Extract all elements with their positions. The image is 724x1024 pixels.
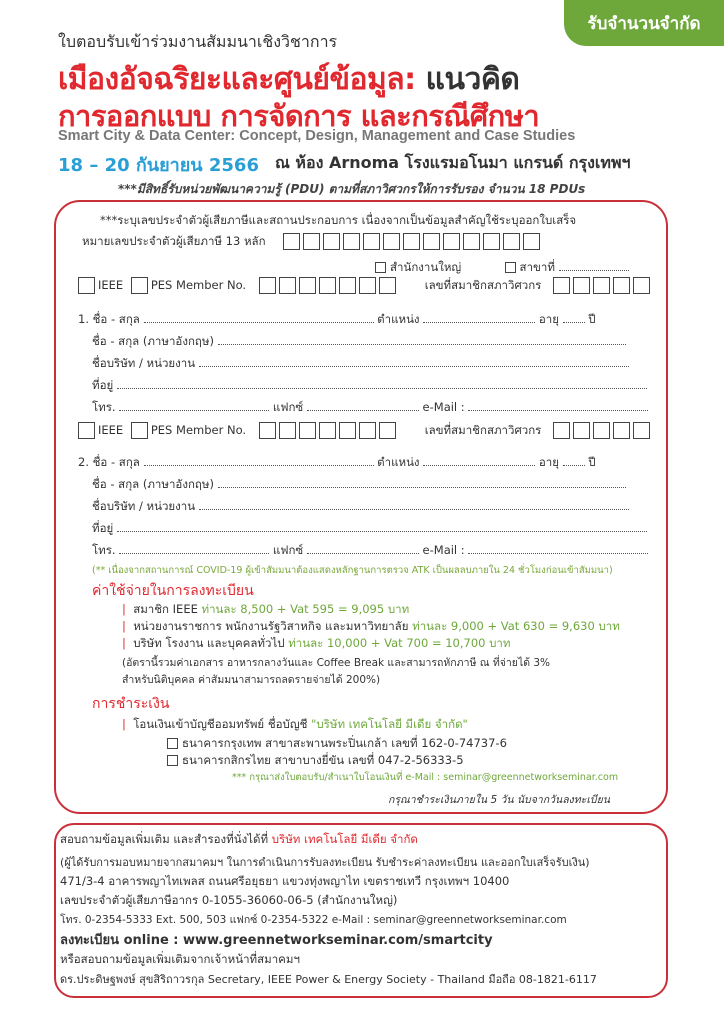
contact-line-1 [60, 831, 418, 849]
account-name: "บริษัท เทคโนโลยี มีเดีย จำกัด" [311, 717, 468, 731]
age-label: อายุ [538, 312, 559, 326]
online-registration-link[interactable]: ลงทะเบียน online : www.greennetworkseminar.com/smartcity [60, 933, 493, 948]
tel-label: โทร. [92, 400, 116, 414]
contact-line-7: หรือสอบถามข้อมูลเพิ่มเติมจากเจ้าหน้าที่สมาคมฯ [60, 952, 300, 966]
person1-company-row [92, 355, 629, 373]
fees-note-2: สำหรับนิติบุคคล ค่าสัมมนาสามารถลดรายจ่ายได้ 200%) [122, 674, 381, 686]
office-type-row [375, 259, 629, 277]
fee-item-1: | สมาชิก IEEE ท่านละ 8,500 + Vat 595 = 9,095 บาท [122, 602, 410, 616]
age-field[interactable] [563, 455, 585, 466]
pes-label: PES Member No. [150, 423, 247, 437]
pes-number-boxes-2[interactable] [259, 423, 399, 437]
company-label: ชื่อบริษัท / หน่วยงาน [92, 499, 196, 513]
pdu-note: ***มีสิทธิ์รับหน่วยพัฒนาความรู้ (PDU) ตามที่สภาวิศวกรให้การรับรอง จำนวน 18 PDUs [118, 182, 586, 196]
head-office-label: สำนักงานใหญ่ [390, 260, 462, 274]
person1-name-row [78, 311, 596, 329]
branch-checkbox[interactable] [505, 262, 516, 273]
send-note: *** กรุณาส่งใบตอบรับ/สำเนาใบโอนเงินที่ e-Mail : seminar@greennetworkseminar.com [232, 772, 619, 783]
ieee-label: IEEE [98, 278, 124, 292]
ieee-checkbox-2[interactable] [78, 422, 95, 439]
fee-price: ท่านละ 10,000 + Vat 700 = 10,700 บาท [288, 636, 511, 650]
title-english: Smart City & Data Center: Concept, Design, Management and Case Studies [58, 128, 576, 144]
age-field[interactable] [563, 312, 585, 323]
fees-title: ค่าใช้จ่ายในการลงทะเบียน [92, 583, 254, 599]
email-label: e-Mail : [422, 543, 465, 557]
fee-label: บริษัท โรงงาน และบุคคลทั่วไป [133, 636, 285, 650]
fee-item-3: | บริษัท โรงงาน และบุคคลทั่วไป ท่านละ 10,000 + Vat 700 = 10,700 บาท [122, 636, 511, 650]
name-en-field[interactable] [218, 334, 626, 345]
person2-name-en-row [92, 476, 626, 494]
age-label: อายุ [538, 455, 559, 469]
coe-number-boxes-2[interactable] [553, 423, 653, 437]
name-en-label: ชื่อ - สกุล (ภาษาอังกฤษ) [92, 477, 214, 491]
email-field[interactable] [468, 543, 648, 554]
address-field[interactable] [117, 378, 647, 389]
contact-tax-id: เลขประจำตัวผู้เสียภาษีอากร 0-1055-36060-06-5 (สำนักงานใหญ่) [60, 893, 398, 907]
pes-checkbox-1[interactable] [131, 277, 148, 294]
ieee-checkbox-1[interactable] [78, 277, 95, 294]
fee-label: หน่วยงานราชการ พนักงานรัฐวิสาหกิจ และมหาวิทยาลัย [133, 619, 409, 633]
coe-label: เลขที่สมาชิกสภาวิศวกร [424, 278, 542, 292]
payment-deadline: กรุณาชำระเงินภายใน 5 วัน นับจากวันลงทะเบียน [388, 794, 610, 806]
position-label: ตำแหน่ง [377, 455, 420, 469]
name-en-label: ชื่อ - สกุล (ภาษาอังกฤษ) [92, 334, 214, 348]
tax-id-boxes[interactable] [283, 234, 543, 248]
position-field[interactable] [423, 312, 535, 323]
covid-note: (** เนื่องจากสถานการณ์ COVID-19 ผู้เข้าสัมมนาต้องแสดงหลักฐานการตรวจ ATK เป็นผลลบภายใน 24 ชั่วโมงก่อนเข้าสัมมนา) [92, 565, 613, 576]
title-black-part: แนวคิด [425, 62, 520, 97]
bank-2-label: ธนาคารกสิกรไทย สาขาบางยี่ขัน เลขที่ 047-2-56333-5 [182, 753, 464, 767]
bank-1-label: ธนาคารกรุงเทพ สาขาสะพานพระปิ่นเกล้า เลขที่ 162-0-74737-6 [182, 736, 507, 750]
tel-field[interactable] [119, 400, 269, 411]
name-en-field[interactable] [218, 477, 626, 488]
contact-address: 471/3-4 อาคารพญาไทเพลส ถนนศรีอยุธยา แขวงทุ่งพญาไท เขตราชเทวี กรุงเทพฯ 10400 [60, 874, 510, 888]
company-label: ชื่อบริษัท / หน่วยงาน [92, 356, 196, 370]
company-field[interactable] [199, 499, 629, 510]
address-label: ที่อยู่ [92, 521, 114, 535]
company-field[interactable] [199, 356, 629, 367]
member-row-2 [78, 422, 653, 440]
tax-id-label: หมายเลขประจำตัวผู้เสียภาษี 13 หลัก [82, 234, 266, 248]
payment-title: การชำระเงิน [92, 696, 170, 712]
tax-id-row [82, 233, 543, 251]
limited-seats-badge: รับจำนวนจำกัด [564, 0, 724, 46]
fee-price: ท่านละ 9,000 + Vat 630 = 9,630 บาท [412, 619, 620, 633]
fee-item-2: | หน่วยงานราชการ พนักงานรัฐวิสาหกิจ และมหาวิทยาลัย ท่านละ 9,000 + Vat 630 = 9,630 บาท [122, 619, 620, 633]
fax-field[interactable] [307, 400, 419, 411]
pes-checkbox-2[interactable] [131, 422, 148, 439]
form-subtitle: ใบตอบรับเข้าร่วมงานสัมมนาเชิงวิชาการ [58, 32, 338, 51]
year-label: ปี [588, 312, 596, 326]
name-label: 1. ชื่อ - สกุล [78, 312, 140, 326]
person2-company-row [92, 498, 629, 516]
address-label: ที่อยู่ [92, 378, 114, 392]
fax-label: แฟกซ์ [272, 543, 304, 557]
email-label: e-Mail : [422, 400, 465, 414]
event-venue: ณ ห้อง Arnoma โรงแรมอโนมา แกรนด์ กรุงเทพฯ [275, 153, 631, 172]
branch-label: สาขาที่ [519, 260, 555, 274]
contact-intro: สอบถามข้อมูลเพิ่มเติม และสำรองที่นั่งได้ที่ [60, 832, 269, 846]
position-label: ตำแหน่ง [377, 312, 420, 326]
coe-label: เลขที่สมาชิกสภาวิศวกร [424, 423, 542, 437]
person1-address-row [92, 377, 647, 395]
name-field[interactable] [144, 312, 374, 323]
fee-label: สมาชิก IEEE [133, 602, 198, 616]
ieee-label: IEEE [98, 423, 124, 437]
position-field[interactable] [423, 455, 535, 466]
bank-2-checkbox[interactable] [167, 755, 178, 766]
address-field[interactable] [117, 521, 647, 532]
pes-label: PES Member No. [150, 278, 247, 292]
fee-price: ท่านละ 8,500 + Vat 595 = 9,095 บาท [201, 602, 410, 616]
bank-1-row [167, 735, 507, 753]
member-row-1 [78, 277, 653, 295]
fees-note-1: (อัตรานี้รวมค่าเอกสาร อาหารกลางวันและ Coffee Break และสามารถหักภาษี ณ ที่จ่ายได้ 3% [122, 657, 551, 669]
payment-transfer: | โอนเงินเข้าบัญชีออมทรัพย์ ชื่อบัญชี "บริษัท เทคโนโลยี มีเดีย จำกัด" [122, 717, 468, 731]
pes-number-boxes-1[interactable] [259, 278, 399, 292]
person2-name-row [78, 454, 596, 472]
branch-field[interactable] [559, 260, 629, 271]
email-field[interactable] [468, 400, 648, 411]
fax-label: แฟกซ์ [272, 400, 304, 414]
page-title-line2: การออกแบบ การจัดการ และกรณีศึกษา [58, 99, 540, 133]
name-field[interactable] [144, 455, 374, 466]
tax-instruction: ***ระบุเลขประจำตัวผู้เสียภาษีและสถานประกอบการ เนื่องจากเป็นข้อมูลสำคัญใช้ระบุออกใบเสร็จ [100, 213, 577, 227]
person2-address-row [92, 520, 647, 538]
title-red-part: เมืองอัจฉริยะและศูนย์ข้อมูล: [58, 62, 416, 97]
tel-label: โทร. [92, 543, 116, 557]
contact-company: บริษัท เทคโนโลยี มีเดีย จำกัด [271, 832, 418, 846]
fax-field[interactable] [307, 543, 419, 554]
bank-2-row [167, 752, 464, 770]
year-label: ปี [588, 455, 596, 469]
bank-1-checkbox[interactable] [167, 738, 178, 749]
name-label: 2. ชื่อ - สกุล [78, 455, 140, 469]
person1-name-en-row [92, 333, 626, 351]
transfer-label: โอนเงินเข้าบัญชีออมทรัพย์ ชื่อบัญชี [133, 717, 308, 731]
head-office-checkbox[interactable] [375, 262, 386, 273]
person1-contact-row [92, 399, 648, 417]
contact-phone: โทร. 0-2354-5333 Ext. 500, 503 แฟกซ์ 0-2354-5322 e-Mail : seminar@greennetworkseminar.com [60, 914, 567, 926]
tel-field[interactable] [119, 543, 269, 554]
event-date: 18 – 20 กันยายน 2566 [58, 155, 259, 176]
person2-contact-row [92, 542, 648, 560]
contact-line-2: (ผู้ได้รับการมอบหมายจากสมาคมฯ ในการดำเนินการรับลงทะเบียน รับชำระค่าลงทะเบียน และออกใบเสร็จรับเงิน) [60, 856, 590, 869]
contact-secretary: ดร.ประดิษฐพงษ์ สุขสิริถาวรกุล Secretary, IEEE Power & Energy Society - Thailand มือถือ 08-1821-6117 [60, 973, 597, 986]
coe-number-boxes-1[interactable] [553, 278, 653, 292]
